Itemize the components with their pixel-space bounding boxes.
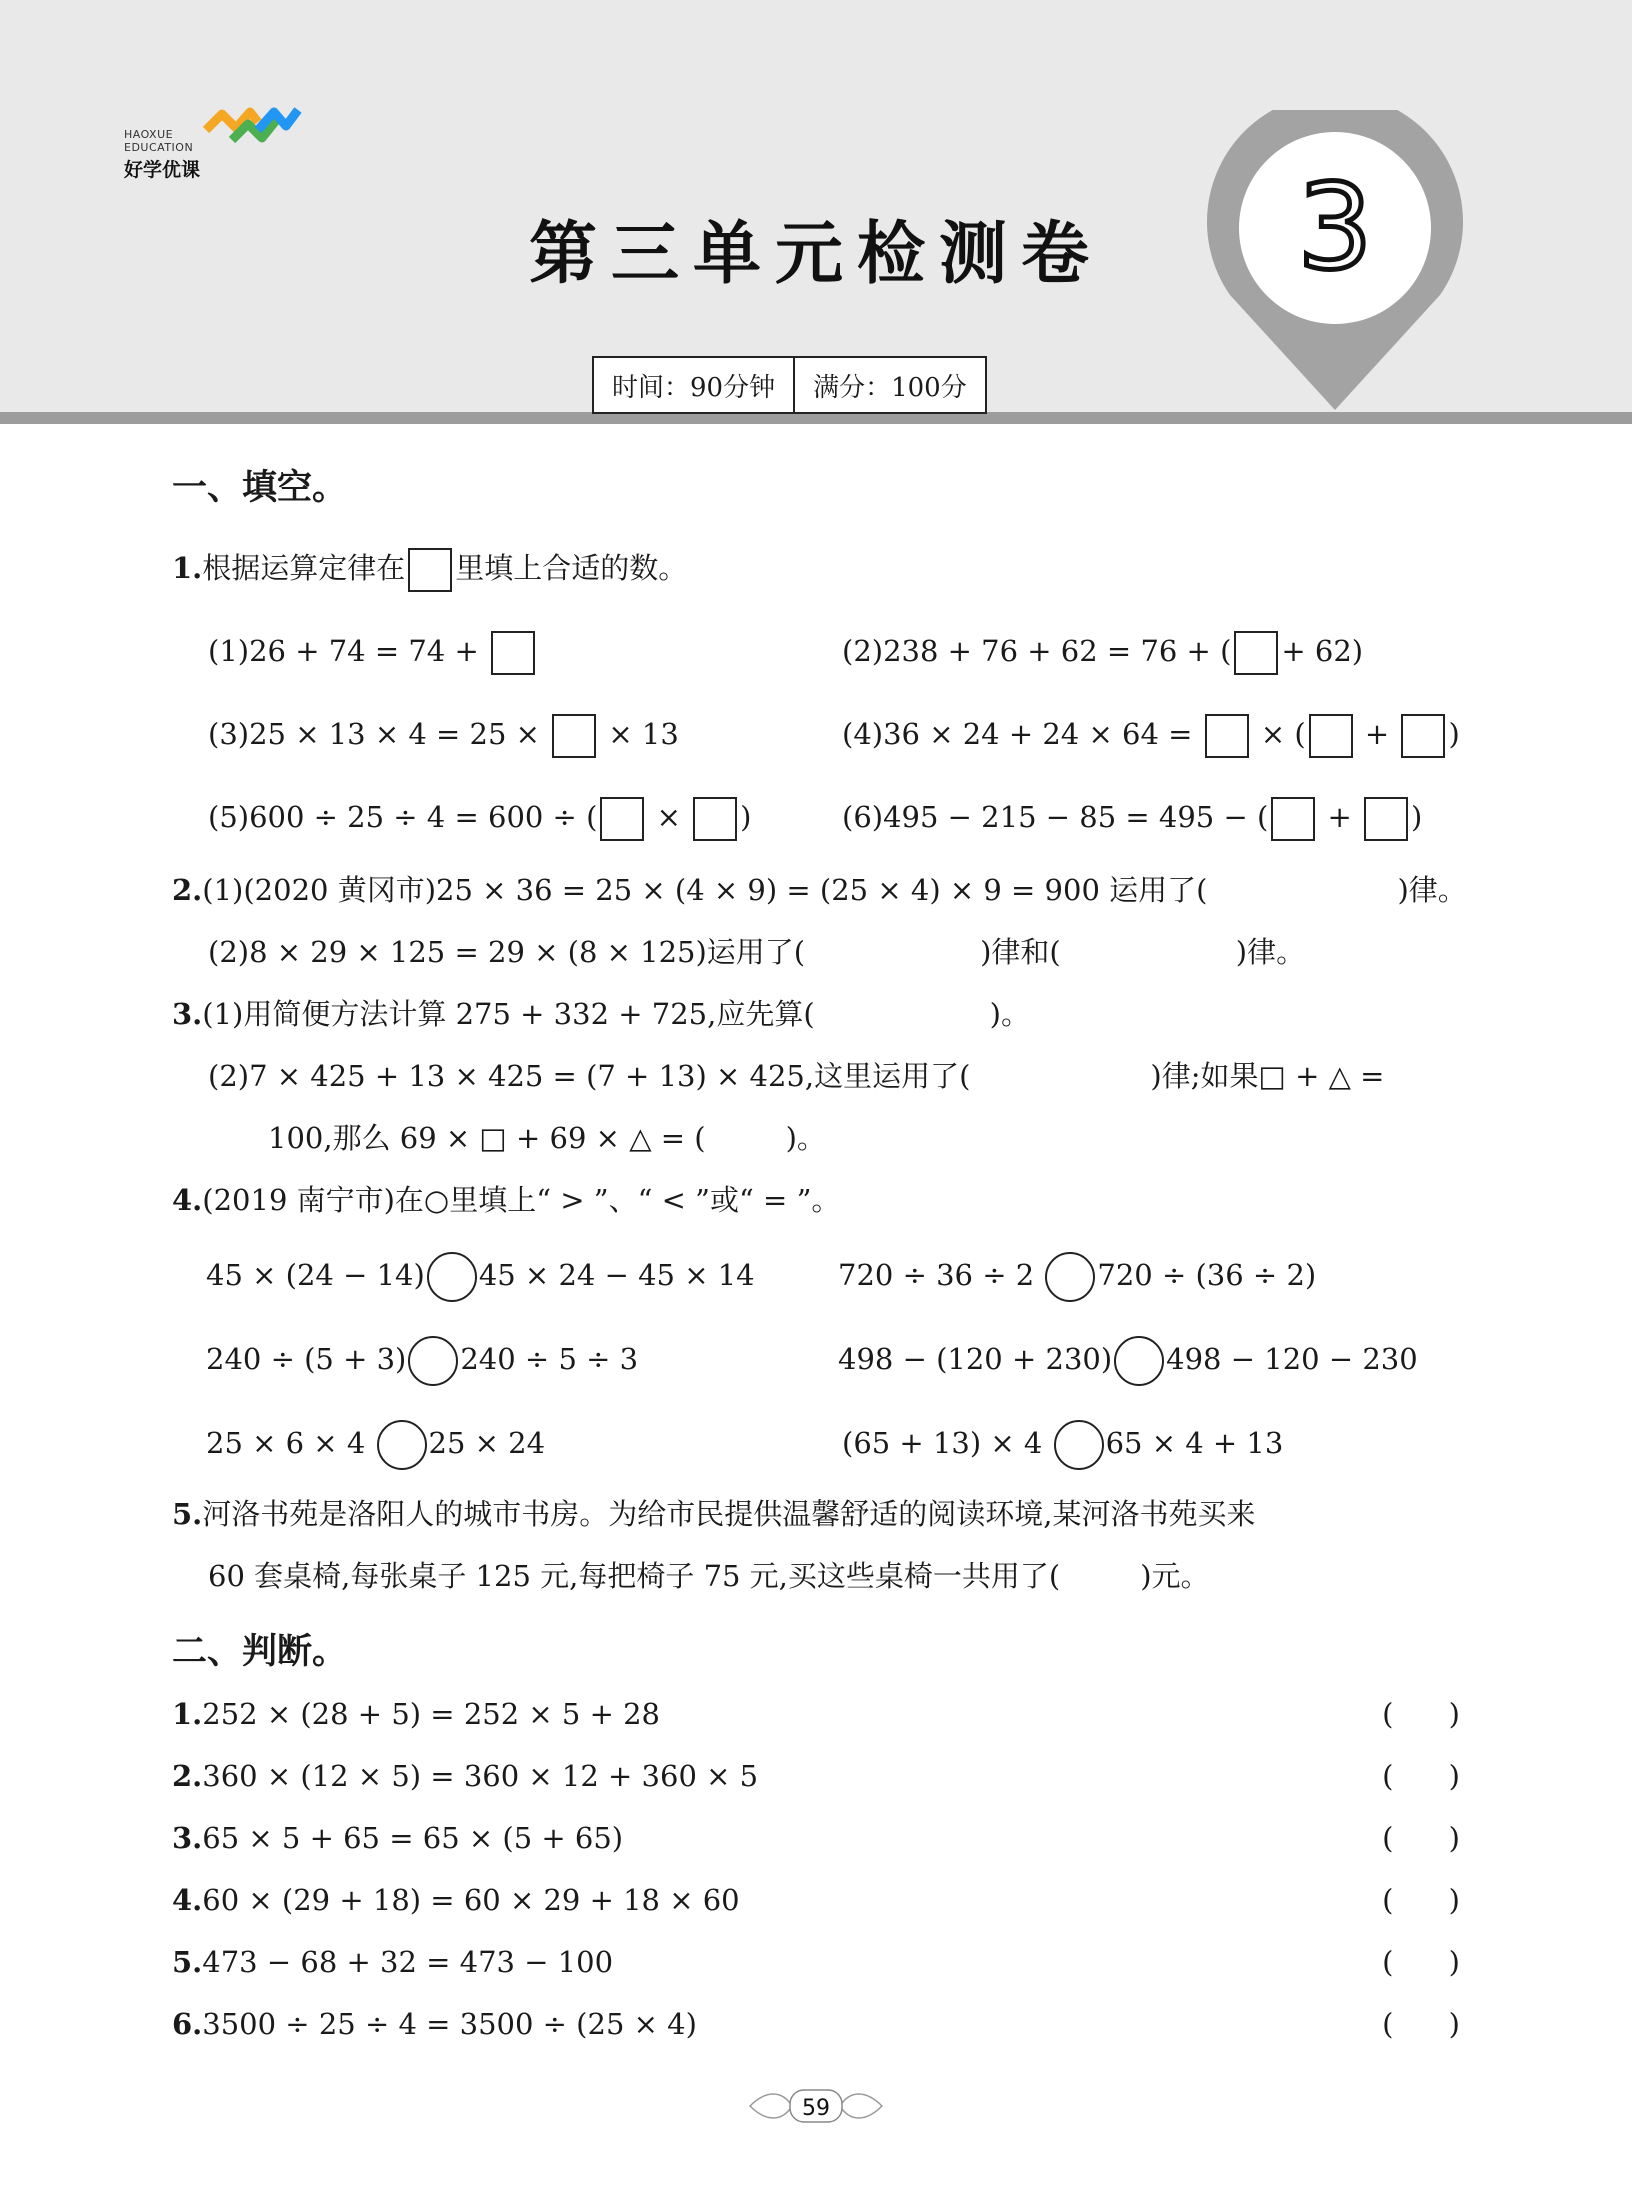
judgement-answer-paren[interactable]: ( ) xyxy=(1382,1945,1460,1979)
q1-part6 xyxy=(842,797,1422,841)
q2-l1-text: (1)(2020 黄冈市)25 × 36 = 25 × (4 × 9) = (25 × 4) × 9 = 900 运用了( xyxy=(202,873,1208,907)
answer-box[interactable] xyxy=(693,797,737,841)
q1-p2-text-b: + 62) xyxy=(1281,634,1364,668)
q3-l3-text: 100,那么 69 × □ + 69 × △ = ( xyxy=(268,1121,706,1155)
q4-expr: 65 × 4 + 13 xyxy=(1105,1426,1284,1460)
q4-row3-left xyxy=(206,1420,545,1470)
judgement-statement: 60 × (29 + 18) = 60 × 29 + 18 × 60 xyxy=(202,1883,740,1917)
judgement-number: 1. xyxy=(172,1697,203,1731)
compare-circle[interactable] xyxy=(408,1336,458,1386)
q2-l2-text: (2)8 × 29 × 125 = 29 × (8 × 125)运用了( xyxy=(208,935,806,969)
q1-p4-text-a: (4)36 × 24 + 24 × 64 = xyxy=(842,717,1193,751)
judgement-answer-paren[interactable]: ( ) xyxy=(1382,1759,1460,1793)
q1-p6-text-b: + xyxy=(1327,800,1352,834)
q1-part3 xyxy=(208,714,679,758)
exam-score: 满分：100分 xyxy=(793,358,985,412)
judgement-number: 4. xyxy=(172,1883,203,1917)
q2-number: 2. xyxy=(172,873,203,907)
q1-p6-text-a: (6)495 − 215 − 85 = 495 − ( xyxy=(842,800,1269,834)
q1-p5-text-a: (5)600 ÷ 25 ÷ 4 = 600 ÷ ( xyxy=(208,800,598,834)
judgement-item xyxy=(172,1942,613,1982)
page-title: 第三单元检测卷 xyxy=(528,215,1103,294)
q4-expr: 45 × 24 − 45 × 14 xyxy=(478,1258,755,1292)
judgement-item xyxy=(172,1694,660,1734)
page-number: 59 xyxy=(802,2096,830,2121)
q1-p5-text-c: ) xyxy=(740,800,752,834)
q3-line3 xyxy=(268,1118,826,1158)
q3-l2-end: )律;如果□ + △ = xyxy=(1150,1059,1385,1093)
q4-expr: 720 ÷ 36 ÷ 2 xyxy=(838,1258,1035,1292)
unit-number-pin-icon xyxy=(1200,110,1470,416)
unit-number: 3 xyxy=(1297,158,1373,296)
section2-heading: 二、判断。 xyxy=(172,1632,348,1672)
compare-circle[interactable] xyxy=(377,1420,427,1470)
judgement-number: 3. xyxy=(172,1821,203,1855)
q5-line1 xyxy=(172,1494,1256,1534)
judgement-answer-paren[interactable]: ( ) xyxy=(1382,2007,1460,2041)
answer-box[interactable] xyxy=(1234,631,1278,675)
judgement-answer-paren[interactable]: ( ) xyxy=(1382,1883,1460,1917)
q1-p2-text-a: (2)238 + 76 + 62 = 76 + ( xyxy=(842,634,1232,668)
q1-text-b: 里填上合适的数。 xyxy=(455,551,688,585)
answer-box[interactable] xyxy=(1271,797,1315,841)
logo-english-line2: EDUCATION xyxy=(124,141,194,154)
q1-part2 xyxy=(842,631,1363,675)
q2-line1 xyxy=(172,870,1467,910)
q4-row3-right xyxy=(842,1420,1283,1470)
q3-line1 xyxy=(172,994,1030,1034)
q5-l2-end: )元。 xyxy=(1140,1559,1210,1593)
answer-box[interactable] xyxy=(1205,714,1249,758)
q4-row2-right xyxy=(838,1336,1418,1386)
q1-p4-text-b: × ( xyxy=(1260,717,1306,751)
answer-box[interactable] xyxy=(1401,714,1445,758)
judgement-statement: 3500 ÷ 25 ÷ 4 = 3500 ÷ (25 × 4) xyxy=(202,2007,697,2041)
q5-l2-text: 60 套桌椅,每张桌子 125 元,每把椅子 75 元,买这些桌椅一共用了( xyxy=(208,1559,1061,1593)
compare-circle[interactable] xyxy=(1045,1252,1095,1302)
compare-circle[interactable] xyxy=(1054,1420,1104,1470)
q3-l1-text: (1)用简便方法计算 275 + 332 + 725,应先算( xyxy=(202,997,815,1031)
publisher-logo xyxy=(122,100,302,180)
judgement-number: 6. xyxy=(172,2007,203,2041)
q1-part1 xyxy=(208,631,538,675)
q4-expr: 240 ÷ (5 + 3) xyxy=(206,1342,407,1376)
exam-time: 时间：90分钟 xyxy=(612,372,776,403)
q1-p4-text-c: + xyxy=(1364,717,1390,751)
q4-expr: 25 × 24 xyxy=(428,1426,546,1460)
compare-circle[interactable] xyxy=(1114,1336,1164,1386)
logo-chinese-name: 好学优课 xyxy=(124,159,201,181)
answer-box[interactable] xyxy=(491,631,535,675)
q2-l2-end: )律。 xyxy=(1235,935,1306,969)
q4-expr: 45 × (24 − 14) xyxy=(206,1258,425,1292)
q1-text-a: 根据运算定律在 xyxy=(202,551,406,585)
q5-number: 5. xyxy=(172,1497,203,1531)
q4-expr: 498 − 120 − 230 xyxy=(1166,1342,1418,1376)
q4-intro xyxy=(172,1180,840,1220)
q3-l2-text: (2)7 × 425 + 13 × 425 = (7 + 13) × 425,这里运用了( xyxy=(208,1059,971,1093)
q4-expr: 498 − (120 + 230) xyxy=(838,1342,1113,1376)
judgement-statement: 473 − 68 + 32 = 473 − 100 xyxy=(202,1945,614,1979)
q5-l1-text: 河洛书苑是洛阳人的城市书房。为给市民提供温馨舒适的阅读环境,某河洛书苑买来 xyxy=(202,1497,1256,1531)
judgement-statement: 252 × (28 + 5) = 252 × 5 + 28 xyxy=(202,1697,660,1731)
judgement-number: 2. xyxy=(172,1759,203,1793)
q1-p6-text-c: ) xyxy=(1411,800,1423,834)
q2-l2-mid: )律和( xyxy=(980,935,1061,969)
q5-line2 xyxy=(208,1556,1210,1596)
answer-box[interactable] xyxy=(1309,714,1353,758)
q1-p1-text: (1)26 + 74 = 74 + xyxy=(208,634,479,668)
judgement-number: 5. xyxy=(172,1945,203,1979)
q1-p3-text-b: × 13 xyxy=(608,717,679,751)
q1-p4-text-d: ) xyxy=(1448,717,1460,751)
exam-info-box xyxy=(592,356,987,414)
q3-l1-end: )。 xyxy=(989,997,1030,1031)
q1-intro xyxy=(172,548,687,592)
answer-box[interactable] xyxy=(600,797,644,841)
q1-number: 1. xyxy=(172,551,203,585)
q4-number: 4. xyxy=(172,1183,203,1217)
judgement-item xyxy=(172,1880,740,1920)
judgement-statement: 65 × 5 + 65 = 65 × (5 + 65) xyxy=(202,1821,624,1855)
judgement-item xyxy=(172,1818,623,1858)
q3-line2 xyxy=(208,1056,1384,1096)
q4-expr: 720 ÷ (36 ÷ 2) xyxy=(1097,1258,1317,1292)
judgement-answer-paren[interactable]: ( ) xyxy=(1382,1697,1460,1731)
q4-row1-right xyxy=(838,1252,1316,1302)
judgement-answer-paren[interactable]: ( ) xyxy=(1382,1821,1460,1855)
logo-mark-icon xyxy=(202,100,302,152)
q4-expr: (65 + 13) × 4 xyxy=(842,1426,1043,1460)
answer-box[interactable] xyxy=(552,714,596,758)
judgement-statement: 360 × (12 × 5) = 360 × 12 + 360 × 5 xyxy=(202,1759,759,1793)
q3-number: 3. xyxy=(172,997,203,1031)
q2-line2 xyxy=(208,932,1305,972)
logo-english-line1: HAOXUE xyxy=(124,128,174,141)
q1-part4 xyxy=(842,714,1460,758)
judgement-item xyxy=(172,1756,758,1796)
judgement-item xyxy=(172,2004,697,2044)
q4-expr: 25 × 6 × 4 xyxy=(206,1426,366,1460)
page-number-ornament-icon xyxy=(746,2082,886,2130)
q1-p3-text-a: (3)25 × 13 × 4 = 25 × xyxy=(208,717,540,751)
compare-circle[interactable] xyxy=(427,1252,477,1302)
answer-box[interactable] xyxy=(408,548,452,592)
q1-p5-text-b: × xyxy=(656,800,681,834)
q4-expr: 240 ÷ 5 ÷ 3 xyxy=(460,1342,639,1376)
section1-heading: 一、填空。 xyxy=(172,468,348,508)
q2-l1-end: )律。 xyxy=(1397,873,1467,907)
q4-row2-left xyxy=(206,1336,638,1386)
q4-row1-left xyxy=(206,1252,755,1302)
q1-part5 xyxy=(208,797,751,841)
q3-l3-end: )。 xyxy=(785,1121,826,1155)
q4-intro-text: (2019 南宁市)在○里填上“ > ”、“ < ”或“ = ”。 xyxy=(202,1183,841,1217)
answer-box[interactable] xyxy=(1364,797,1408,841)
